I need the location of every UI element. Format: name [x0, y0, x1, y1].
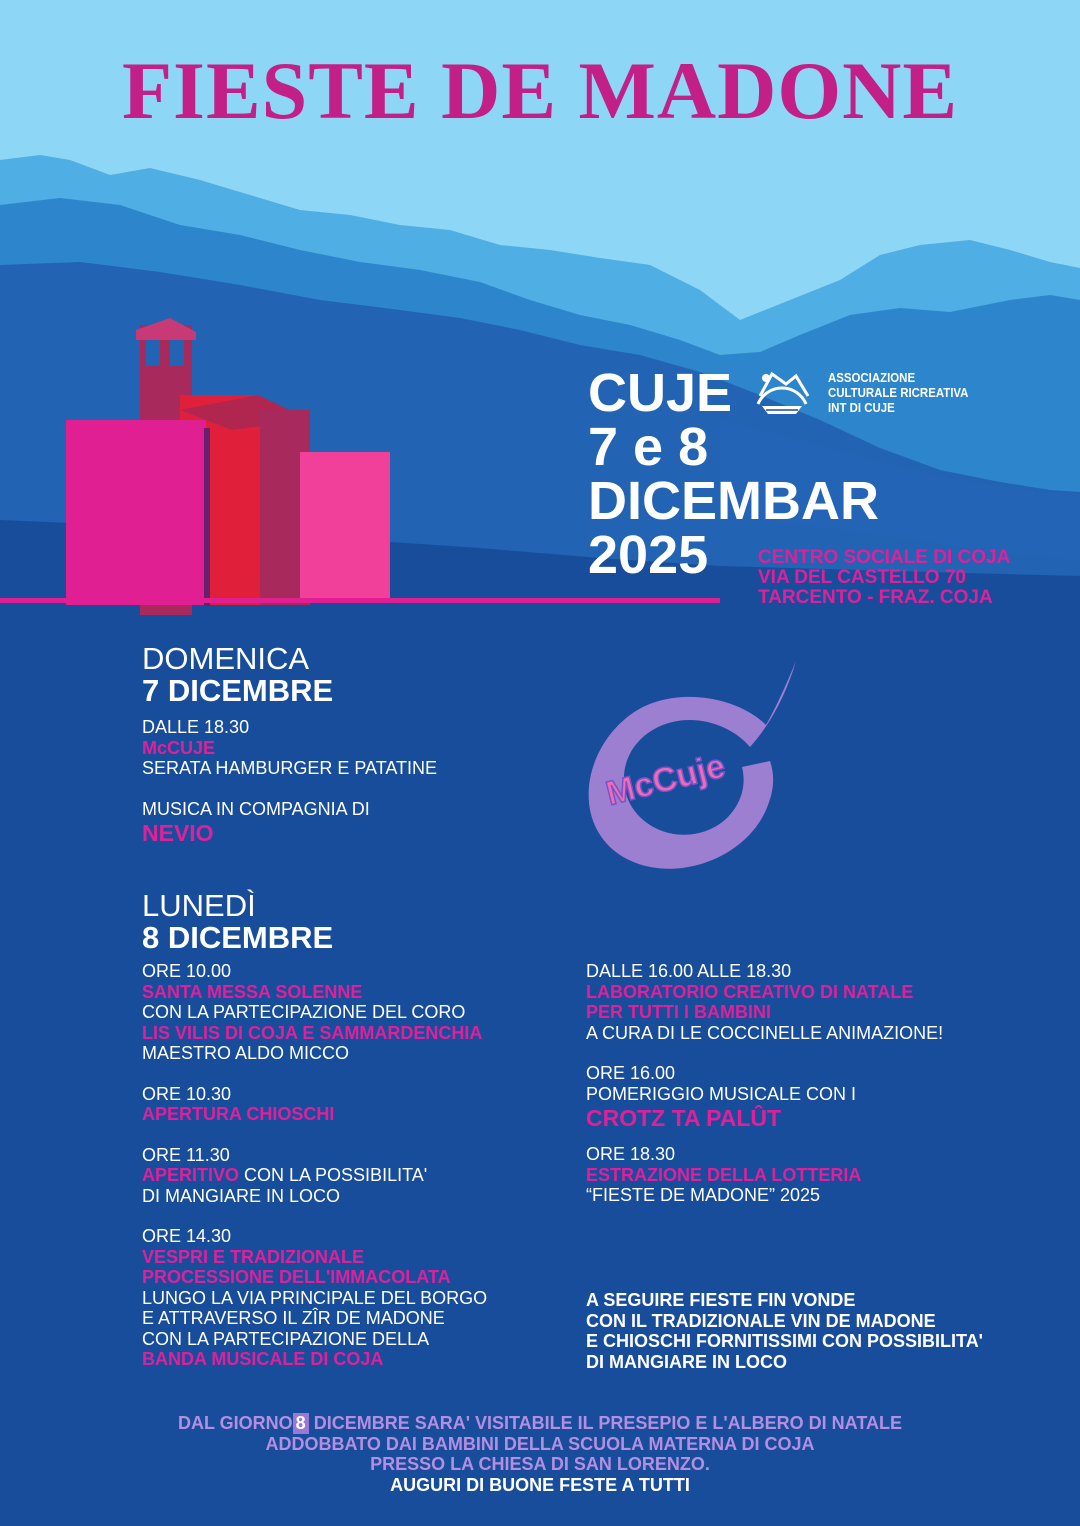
association-line3: INT DI CUJE	[828, 400, 895, 415]
sunday-event-desc: SERATA HAMBURGER E PATATINE	[142, 758, 438, 778]
follow-line3: E CHIOSCHI FORNITISSIMI CON POSSIBILITA'	[586, 1331, 983, 1351]
association-emblem-icon	[752, 366, 812, 418]
event3-rest: CON LA POSSIBILITA'	[239, 1165, 428, 1185]
mccuje-logo	[560, 655, 810, 875]
monday-day-name: LUNEDÌ	[142, 888, 256, 923]
event4-title1: VESPRI E TRADIZIONALE	[142, 1246, 365, 1267]
association-line2: CULTURALE RICREATIVA	[828, 385, 969, 400]
event4-line2: E ATTRAVERSO IL ZÎR DE MADONE	[142, 1308, 445, 1328]
event3-time: ORE 11.30	[142, 1144, 230, 1165]
follow-line2: CON IL TRADIZIONALE VIN DE MADONE	[586, 1310, 936, 1331]
footer-notice	[0, 1413, 1080, 1495]
sunday-day-name: DOMENICA	[142, 641, 310, 676]
right-event1-title2: PER TUTTI I BAMBINI	[586, 1002, 771, 1022]
event2-time: ORE 10.30	[142, 1083, 232, 1104]
sunday-artist: NEVIO	[142, 820, 214, 846]
event2-title: APERTURA CHIOSCHI	[142, 1104, 335, 1124]
footer-greeting: AUGURI DI BUONE FESTE A TUTTI	[390, 1474, 690, 1495]
sunday-section	[142, 643, 437, 847]
association-logo	[752, 366, 969, 423]
monday-right-column	[586, 961, 943, 1206]
right-event3-title: ESTRAZIONE DELLA LOTTERIA	[586, 1164, 862, 1185]
event-year: 2025	[588, 525, 709, 585]
event-place: CUJE	[588, 363, 733, 423]
event4-band: BANDA MUSICALE DI COJA	[142, 1349, 384, 1369]
venue-line3: TARCENTO - FRAZ. COJA	[758, 587, 993, 608]
event1-line2: MAESTRO ALDO MICCO	[142, 1043, 350, 1063]
event3-title: APERITIVO	[142, 1165, 240, 1185]
monday-date: 8 DICEMBRE	[142, 920, 334, 955]
right-event2-time: ORE 16.00	[586, 1063, 676, 1083]
sunday-time: DALLE 18.30	[142, 717, 250, 737]
monday-section	[142, 890, 333, 954]
event1-title: SANTA MESSA SOLENNE	[142, 981, 363, 1002]
right-event3-time: ORE 18.30	[586, 1144, 676, 1164]
right-event2-band: CROTZ TA PALÛT	[586, 1105, 782, 1131]
sunday-event-title: McCUJE	[142, 737, 216, 758]
event3-line2: DI MANGIARE IN LOCO	[142, 1185, 341, 1206]
right-event1-time: DALLE 16.00 ALLE 18.30	[586, 961, 792, 981]
follow-line1: A SEGUIRE FIESTE FIN VONDE	[586, 1290, 856, 1310]
event3-line1	[142, 1165, 487, 1186]
sunday-date: 7 DICEMBRE	[142, 673, 334, 708]
right-event2-line1: POMERIGGIO MUSICALE CON I	[586, 1083, 857, 1104]
footer-line1	[0, 1413, 1080, 1434]
event1-choir: LIS VILIS DI COJA E SAMMARDENCHIA	[142, 1022, 483, 1043]
footer-line1-a: DAL GIORNO	[178, 1413, 293, 1433]
event4-time: ORE 14.30	[142, 1226, 232, 1246]
event-month: DICEMBAR	[588, 471, 879, 531]
right-event1-title1: LABORATORIO CREATIVO DI NATALE	[586, 981, 914, 1002]
right-event3-line1: “FIESTE DE MADONE” 2025	[586, 1185, 821, 1205]
page-title: FIESTE DE MADONE	[121, 45, 959, 136]
right-event1-line1: A CURA DI LE COCCINELLE ANIMAZIONE!	[586, 1022, 944, 1043]
follow-up-block	[586, 1290, 983, 1372]
event1-line1: CON LA PARTECIPAZIONE DEL CORO	[142, 1002, 466, 1022]
follow-line4: DI MANGIARE IN LOCO	[586, 1351, 787, 1372]
association-line1: ASSOCIAZIONE	[828, 370, 916, 385]
footer-day-number: 8	[293, 1413, 309, 1434]
footer-line2: ADDOBBATO DAI BAMBINI DELLA SCUOLA MATERNA DI COJA	[265, 1433, 815, 1454]
event4-title2: PROCESSIONE DELL'IMMACOLATA	[142, 1267, 451, 1287]
venue-line2: VIA DEL CASTELLO 70	[758, 567, 966, 588]
event4-line3: CON LA PARTECIPAZIONE DELLA	[142, 1328, 430, 1349]
venue-line1: CENTRO SOCIALE DI COJA	[758, 547, 1011, 568]
association-name	[828, 370, 969, 415]
sunday-music-intro: MUSICA IN COMPAGNIA DI	[142, 798, 370, 819]
venue-address	[758, 548, 1010, 608]
footer-line3: PRESSO LA CHIESA DI SAN LORENZO.	[370, 1454, 710, 1474]
event-days: 7 e 8	[588, 417, 709, 477]
mccuje-logo-text: McCuje	[602, 746, 729, 813]
event4-line1: LUNGO LA VIA PRINCIPALE DEL BORGO	[142, 1287, 488, 1308]
monday-left-column	[142, 961, 487, 1370]
footer-line1-b: DICEMBRE SARA' VISITABILE IL PRESEPIO E L'ALBERO DI NATALE	[313, 1413, 902, 1433]
event1-time: ORE 10.00	[142, 961, 232, 981]
